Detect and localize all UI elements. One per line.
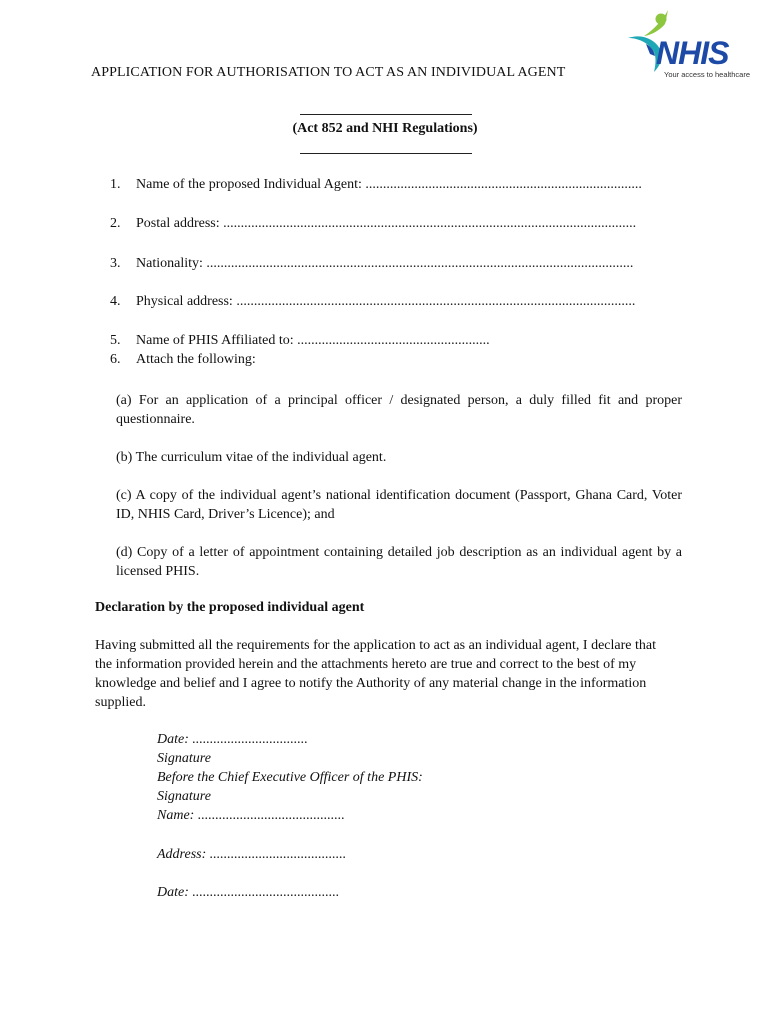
field-nationality: Nationality: .......................................................................................................................... <box>136 256 634 271</box>
item-number: 3. <box>110 256 121 271</box>
before-ceo-label: Before the Chief Executive Officer of the PHIS: <box>157 770 423 785</box>
item-number: 6. <box>110 352 121 367</box>
field-postal-address: Postal address: ...................................................................................................................... <box>136 216 637 231</box>
attachment-d: (d) Copy of a letter of appointment containing detailed job description as an individual agent by a licensed PHIS. <box>116 545 682 579</box>
field-agent-name: Name of the proposed Individual Agent: ............................................................................... <box>136 177 642 192</box>
subtitle-top-rule <box>300 114 472 115</box>
date-field-1: Date: ................................. <box>157 732 308 747</box>
attachment-b: (b) The curriculum vitae of the individual agent. <box>116 450 387 465</box>
item-number: 4. <box>110 294 121 309</box>
item-number: 5. <box>110 333 121 348</box>
field-physical-address: Physical address: .................................................................................................................. <box>136 294 636 309</box>
date-field-2: Date: .......................................... <box>157 885 340 900</box>
declaration-body: Having submitted all the requirements for the application to act as an individual agent, I declare that the information provided herein and the attachments hereto are true and correct to the best of my knowledge and belief and I agree to notify the Authority of any material change in the information supplied. <box>95 638 656 710</box>
attachment-a: (a) For an application of a principal officer / designated person, a duly filled fit and proper questionnaire. <box>116 393 682 427</box>
address-field: Address: ....................................... <box>157 847 347 862</box>
document-title: APPLICATION FOR AUTHORISATION TO ACT AS AN INDIVIDUAL AGENT <box>91 65 566 80</box>
logo-tagline: Your access to healthcare <box>664 70 751 79</box>
item-number: 2. <box>110 216 121 231</box>
attachment-c: (c) A copy of the individual agent’s national identification document (Passport, Ghana Card, Voter ID, NHIS Card, Driver’s Licence); and <box>116 488 682 522</box>
logo-wordmark: NHIS <box>656 35 729 71</box>
declaration-heading: Declaration by the proposed individual agent <box>95 600 365 615</box>
logo-arm-icon <box>644 10 668 36</box>
name-field: Name: .......................................... <box>157 808 345 823</box>
attach-heading: Attach the following: <box>136 352 256 367</box>
document-subtitle: (Act 852 and NHI Regulations) <box>292 121 478 136</box>
field-phis-affiliation: Name of PHIS Affiliated to: ....................................................... <box>136 333 490 348</box>
item-number: 1. <box>110 177 121 192</box>
subtitle-bottom-rule <box>300 153 472 154</box>
signature-label-2: Signature <box>157 789 211 804</box>
signature-label-1: Signature <box>157 751 211 766</box>
